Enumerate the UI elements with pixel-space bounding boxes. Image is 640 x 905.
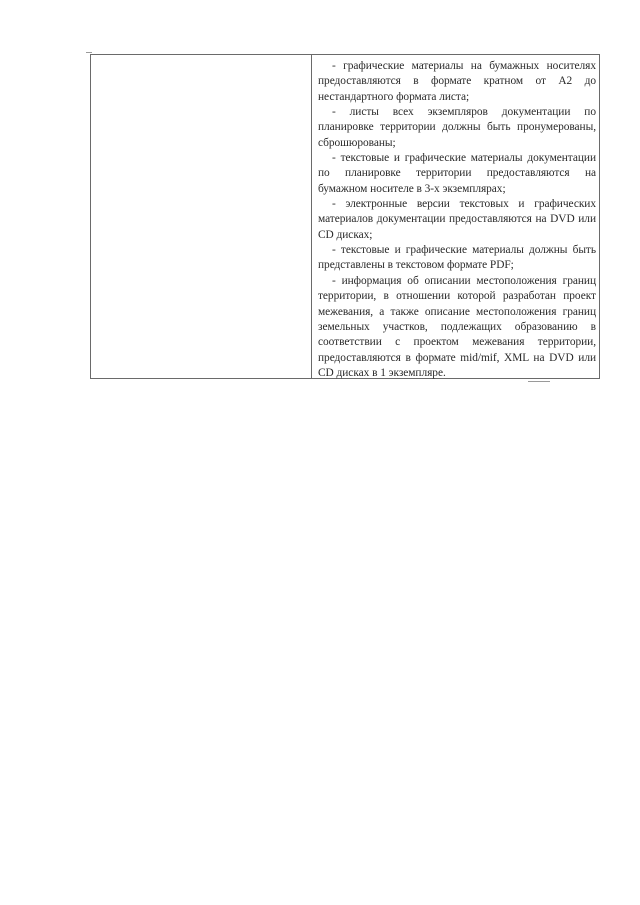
requirement-item: - листы всех экземпляров документации по планировке территории должны быть пронумерованы, сброшюрованы; bbox=[318, 106, 596, 149]
requirement-item: - графические материалы на бумажных носителях предоставляются в формате кратном от А2 до нестандартного формата листа; bbox=[318, 60, 596, 103]
requirements-table bbox=[90, 54, 600, 379]
table-left-cell bbox=[91, 55, 312, 378]
requirement-item: - текстовые и графические материалы документации по планировке территории предоставляются на бумажном носителе в 3-х экземплярах; bbox=[318, 152, 596, 195]
scan-artifact-line bbox=[86, 52, 92, 53]
scan-artifact-line bbox=[528, 381, 550, 382]
requirement-item: - текстовые и графические материалы должны быть представлены в текстовом формате PDF; bbox=[318, 244, 596, 272]
table-right-cell bbox=[312, 55, 599, 378]
requirement-item: - электронные версии текстовых и графических материалов документации предоставляются на DVD или CD дисках; bbox=[318, 198, 596, 241]
requirement-item: - информация об описании местоположения границ территории, в отношении которой разработан проект межевания, а также описание местоположения границ земельных участков, подлежащих образованию в соответствии с проектом межевания территории, предоставляются в формате mid/mif, XML на DVD или CD дисках в 1 экземпляре. bbox=[318, 274, 596, 379]
